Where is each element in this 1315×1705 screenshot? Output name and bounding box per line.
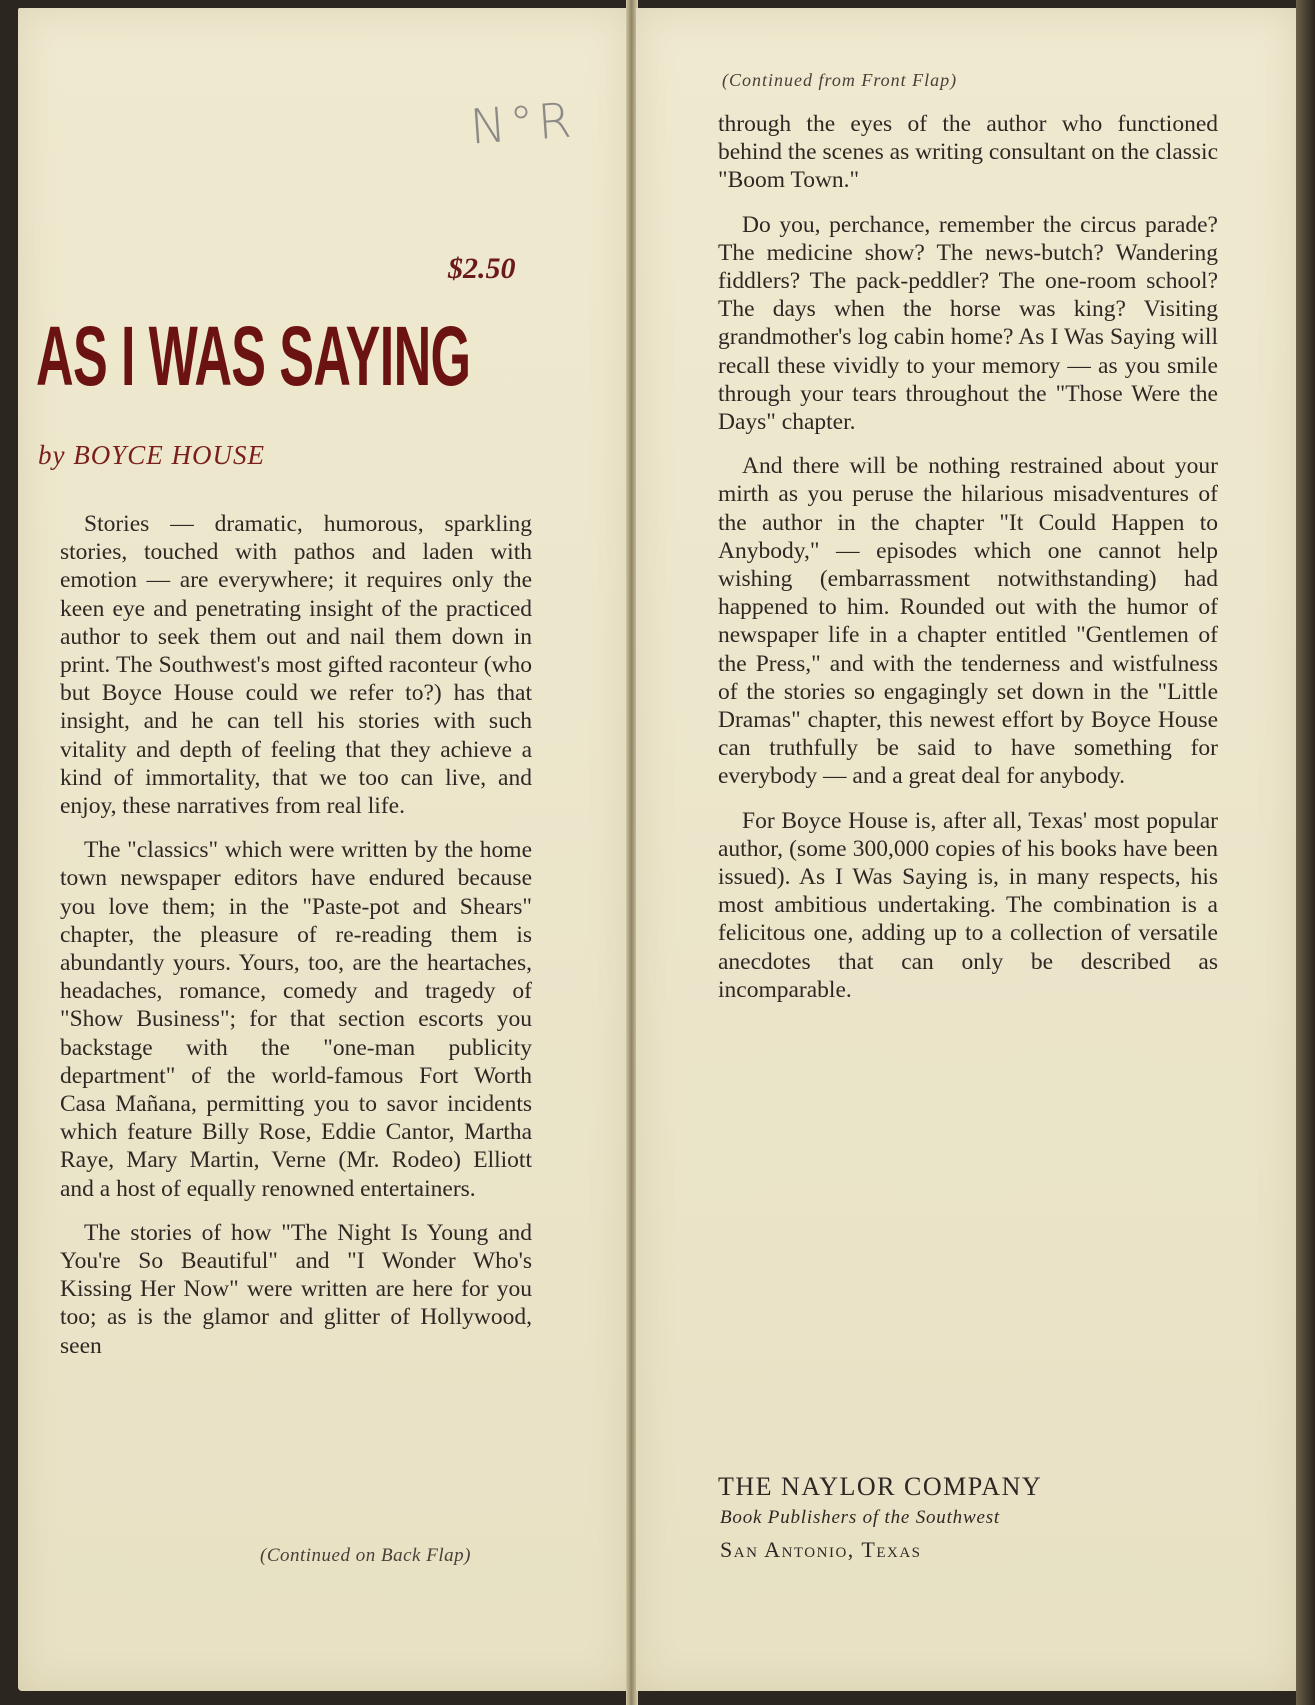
- front-paragraph-2: The "classics" which were written by the home town newspaper editors have endured because you love them; in the "Paste-pot and Shears" chapter, the pleasure of re-reading them is abundantly yours. Yours, too, are the heartaches, headaches, romance, comedy and tragedy of "Show Business"; for that section escorts you backstage with the "one-man publicity department" of the world-famous Fort Worth Casa Mañana, permitting you to savor incidents which feature Billy Rose, Eddie Cantor, Martha Raye, Mary Martin, Verne (Mr. Rodeo) Elliott and a host of equally renowned entertainers.: [60, 837, 532, 1202]
- back-paragraph-1: through the eyes of the author who functioned behind the scenes as writing consultant on the classic "Boom Town.": [718, 111, 1218, 194]
- back-paragraph-3: And there will be nothing restrained about your mirth as you peruse the hilarious misadventures of the author in the chapter "It Could Happen to Anybody," — episodes which one cannot help wishing (embarrassment notwithstanding) had happened to him. Rounded out with the humor of newspaper life in a chapter entitled "Gentlemen of the Press," and with the tenderness and wistfulness of the stories so engagingly set down in the "Little Dramas" chapter, this newest effort by Boyce House can truthfully be said to have something for everybody — and a great deal for anybody.: [718, 453, 1218, 790]
- publisher-city: San Antonio, Texas: [720, 1537, 922, 1562]
- back-paragraph-2: Do you, perchance, remember the circus parade? The medicine show? The news-butch? Wandering fiddlers? The pack-peddler? The one-room school? The days when the horse was king? Visiting grandmother's log cabin home? As I Was Saying will recall these vividly to your memory — as you smile through your tears throughout the "Those Were the Days" chapter.: [718, 211, 1218, 436]
- front-paragraph-3: The stories of how "The Night Is Young and You're So Beautiful" and "I Wonder Who's Kissing Her Now" were written are here for you too; as is the glamor and glitter of Hollywood, seen: [60, 1219, 532, 1359]
- front-paragraph-1: Stories — dramatic, humorous, sparkling stories, touched with pathos and laden with emotion — are everywhere; it requires only the keen eye and penetrating insight of the practiced author to seek them out and nail them down in print. The Southwest's most gifted raconteur (who but Boyce House could we refer to?) has that insight, and he can tell his stories with such vitality and depth of feeling that they achieve a kind of immortality, that we too can live, and enjoy, these narratives from real life.: [60, 511, 532, 820]
- book-title: AS I WAS SAYING: [36, 309, 471, 403]
- back-paragraph-4: For Boyce House is, after all, Texas' most popular author, (some 300,000 copies of his books have been issued). As I Was Saying is, in many respects, his most ambitious undertaking. The combination is a felicitous one, adding up to a collection of versatile anecdotes that can only be described as incomparable.: [718, 807, 1218, 1003]
- front-flap-text: [60, 510, 532, 1376]
- price: $2.50: [448, 252, 516, 285]
- byline: by BOYCE HOUSE: [38, 440, 265, 470]
- continued-on-back-flap: (Continued on Back Flap): [260, 1545, 471, 1566]
- jacket-edge: [1296, 0, 1315, 1705]
- handwritten-note: N°R: [468, 92, 578, 156]
- continued-from-front-flap: (Continued from Front Flap): [722, 70, 958, 90]
- back-flap-text: [718, 110, 1218, 1020]
- publisher-name: THE NAYLOR COMPANY: [718, 1472, 1043, 1501]
- publisher-tagline: Book Publishers of the Southwest: [720, 1507, 1000, 1528]
